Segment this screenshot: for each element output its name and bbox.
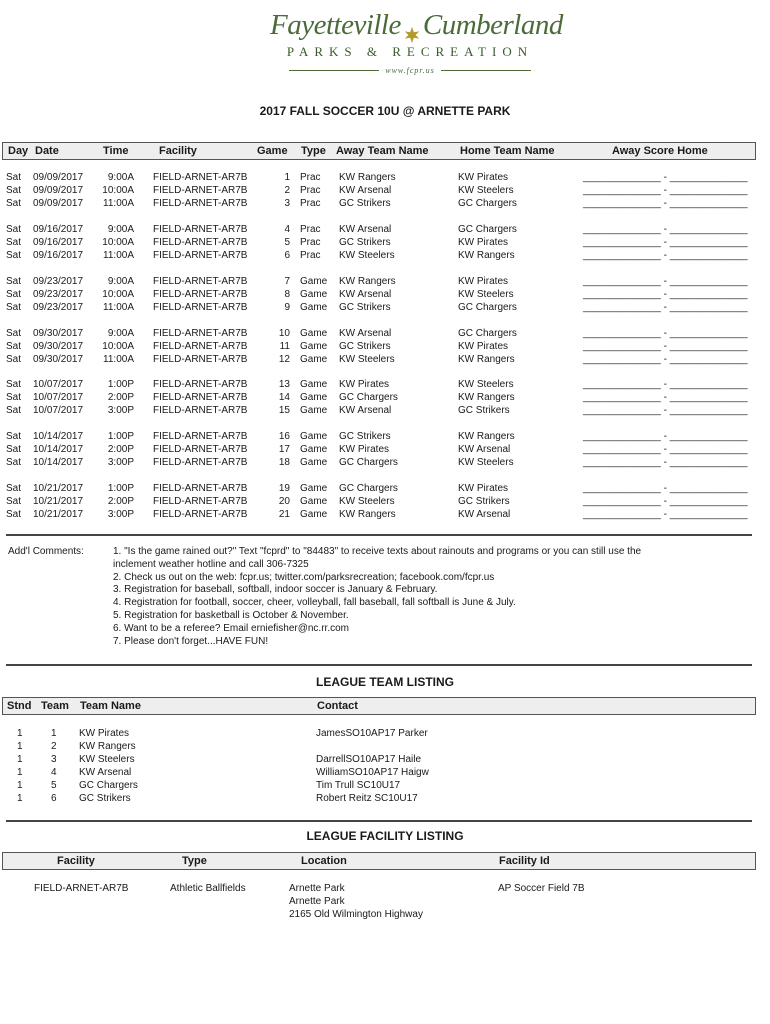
cell-facility: FIELD-ARNET-AR7B [153, 197, 248, 209]
cell-game: 18 [278, 456, 290, 468]
col-time: Time [103, 145, 129, 157]
cell-date: 09/09/2017 [33, 184, 84, 196]
comment-line: inclement weather hotline and call 306-7325 [113, 558, 309, 570]
cell-type: Prac [300, 224, 321, 235]
cell-game: 15 [278, 404, 290, 416]
cell-score-blank: ______________ - ______________ [583, 276, 748, 287]
cell-day: Sat [6, 224, 22, 235]
col-team: Team [41, 700, 69, 712]
cell-facility: FIELD-ARNET-AR7B [153, 353, 248, 365]
comment-line: 2. Check us out on the web: fcpr.us; twitter.com/parksrecreation; facebook.com/fcpr.us [113, 571, 495, 583]
cell-home-team: KW Pirates [458, 340, 509, 352]
schedule-row [0, 250, 770, 263]
cell-game: 14 [278, 391, 290, 403]
schedule-row [0, 509, 770, 522]
col-facility-type: Type [182, 855, 207, 867]
schedule-row [0, 457, 770, 470]
cell-home-team: KW Pirates [458, 483, 509, 494]
cell-date: 09/23/2017 [33, 301, 84, 313]
cell-score-blank: ______________ - ______________ [583, 224, 748, 235]
cell-type: Game [300, 456, 328, 468]
comment-line: 4. Registration for football, soccer, cheer, volleyball, fall baseball, fall softball is June & July. [113, 597, 516, 609]
comment-line: 1. "Is the game rained out?" Text "fcprd" to "84483" to receive texts about rainouts and programs or you can still use the [113, 546, 642, 557]
cell-away-team: GC Strikers [339, 197, 391, 209]
cell-date: 09/30/2017 [33, 340, 84, 352]
cell-day: Sat [6, 456, 22, 468]
schedule-row [0, 302, 770, 315]
comments-label: Add'l Comments: [8, 546, 84, 557]
cell-game: 3 [284, 197, 290, 209]
cell-day: Sat [6, 184, 22, 196]
cell-facility: FIELD-ARNET-AR7B [153, 431, 248, 442]
cell-score-blank: ______________ - ______________ [583, 197, 748, 209]
cell-time: 10:00A [102, 288, 134, 300]
team-row [0, 767, 770, 780]
cell-date: 10/14/2017 [33, 443, 84, 455]
cell-game: 13 [278, 379, 290, 390]
schedule-row [0, 328, 770, 341]
schedule-row [0, 354, 770, 367]
comment-line: 7. Please don't forget...HAVE FUN! [113, 635, 269, 647]
cell-away-team: GC Strikers [339, 301, 391, 313]
cell-score-blank: ______________ - ______________ [583, 249, 748, 261]
logo-url-line [270, 66, 550, 75]
comment-line: 6. Want to be a referee? Email erniefisher@nc.rr.com [113, 622, 349, 634]
cell-home-team: KW Arsenal [458, 508, 511, 520]
cell-away-team: GC Strikers [339, 236, 391, 248]
cell-time: 9:00A [107, 328, 134, 339]
cell-type: Game [300, 391, 328, 403]
cell-facility: FIELD-ARNET-AR7B [153, 379, 248, 390]
cell-score-blank: ______________ - ______________ [583, 443, 748, 455]
col-location: Location [301, 855, 347, 867]
cell-time: 9:00A [107, 224, 134, 235]
cell-time: 10:00A [102, 236, 134, 248]
cell-day: Sat [6, 379, 22, 390]
cell-away-team: KW Rangers [339, 172, 396, 183]
cell-type: Game [300, 443, 328, 455]
cell-team-name: GC Strikers [79, 793, 131, 804]
col-away: Away Team Name [336, 145, 429, 157]
team-row [0, 780, 770, 793]
cell-facility: FIELD-ARNET-AR7B [153, 508, 248, 520]
cell-game: 21 [278, 508, 290, 520]
cell-score-blank: ______________ - ______________ [583, 404, 748, 416]
cell-time: 1:00P [107, 483, 134, 494]
cell-facility: FIELD-ARNET-AR7B [153, 184, 248, 196]
cell-date: 10/14/2017 [33, 431, 84, 442]
cell-date: 09/23/2017 [33, 276, 84, 287]
cell-team-name: KW Rangers [79, 741, 136, 752]
facility-listing-title: LEAGUE FACILITY LISTING [306, 829, 464, 843]
cell-type: Game [300, 431, 328, 442]
schedule-row [0, 224, 770, 237]
cell-contact: Tim Trull SC10U17 [316, 780, 401, 791]
team-listing-header [2, 697, 756, 715]
logo-name-right: Cumberland [422, 9, 563, 41]
cell-home-team: KW Rangers [458, 431, 515, 442]
divider [6, 820, 752, 822]
cell-contact: JamesSO10AP17 Parker [316, 728, 428, 739]
cell-day: Sat [6, 276, 22, 287]
cell-facility-type: Athletic Ballfields [170, 883, 246, 894]
cell-day: Sat [6, 443, 22, 455]
schedule-row [0, 341, 770, 354]
cell-score-blank: ______________ - ______________ [583, 340, 748, 352]
cell-home-team: KW Rangers [458, 249, 515, 261]
col-score: Away Score Home [612, 145, 708, 157]
cell-away-team: KW Arsenal [339, 224, 392, 235]
schedule-row [0, 496, 770, 509]
cell-day: Sat [6, 495, 22, 507]
divider [6, 664, 752, 666]
cell-team: 4 [51, 767, 57, 778]
cell-facility: FIELD-ARNET-AR7B [153, 288, 248, 300]
cell-team-name: GC Chargers [79, 780, 138, 791]
cell-score-blank: ______________ - ______________ [583, 483, 748, 494]
cell-time: 10:00A [102, 340, 134, 352]
cell-facility: FIELD-ARNET-AR7B [153, 495, 248, 507]
cell-date: 10/21/2017 [33, 483, 84, 494]
col-team-name: Team Name [80, 700, 141, 712]
cell-date: 09/09/2017 [33, 197, 84, 209]
schedule-row [0, 379, 770, 392]
cell-date: 09/30/2017 [33, 353, 84, 365]
cell-date: 10/07/2017 [33, 391, 84, 403]
comment-line: 5. Registration for basketball is October & November. [113, 609, 349, 621]
cell-facility: FIELD-ARNET-AR7B [153, 172, 248, 183]
cell-away-team: GC Chargers [339, 391, 398, 403]
cell-away-team: KW Arsenal [339, 184, 392, 196]
cell-day: Sat [6, 340, 22, 352]
cell-time: 2:00P [107, 495, 134, 507]
cell-game: 7 [284, 276, 290, 287]
cell-type: Prac [300, 172, 321, 183]
cell-score-blank: ______________ - ______________ [583, 172, 748, 183]
cell-day: Sat [6, 508, 22, 520]
cell-game: 16 [278, 431, 290, 442]
cell-away-team: KW Pirates [339, 443, 390, 455]
cell-type: Prac [300, 184, 321, 196]
col-date: Date [35, 145, 59, 157]
cell-date: 09/16/2017 [33, 249, 84, 261]
cell-facility: FIELD-ARNET-AR7B [153, 443, 248, 455]
team-row [0, 741, 770, 754]
cell-location-line: 2165 Old Wilmington Highway [289, 909, 423, 920]
cell-game: 2 [284, 184, 290, 196]
cell-type: Prac [300, 249, 321, 261]
cell-home-team: KW Pirates [458, 236, 509, 248]
cell-team-name: KW Steelers [79, 754, 135, 765]
cell-score-blank: ______________ - ______________ [583, 328, 748, 339]
cell-time: 9:00A [107, 276, 134, 287]
cell-type: Game [300, 353, 328, 365]
cell-away-team: KW Pirates [339, 379, 390, 390]
cell-stnd: 1 [17, 741, 23, 752]
cell-away-team: KW Steelers [339, 495, 395, 507]
cell-home-team: KW Rangers [458, 391, 515, 403]
cell-facility: FIELD-ARNET-AR7B [153, 236, 248, 248]
cell-score-blank: ______________ - ______________ [583, 288, 748, 300]
col-stnd: Stnd [7, 700, 32, 712]
cell-time: 1:00P [107, 431, 134, 442]
cell-team: 6 [51, 793, 57, 804]
cell-home-team: KW Steelers [458, 379, 514, 390]
cell-home-team: KW Steelers [458, 288, 514, 300]
cell-date: 10/07/2017 [33, 379, 84, 390]
divider [6, 534, 752, 536]
cell-game: 8 [284, 288, 290, 300]
cell-home-team: KW Arsenal [458, 443, 511, 455]
col-facility-name: Facility [57, 855, 95, 867]
cell-game: 20 [278, 495, 290, 507]
team-listing-title: LEAGUE TEAM LISTING [316, 675, 454, 689]
team-row [0, 728, 770, 741]
facility-row [0, 883, 770, 923]
cell-day: Sat [6, 249, 22, 261]
cell-score-blank: ______________ - ______________ [583, 236, 748, 248]
cell-date: 09/16/2017 [33, 224, 84, 235]
logo-url: www.fcpr.us [385, 66, 435, 75]
cell-type: Game [300, 404, 328, 416]
col-type: Type [301, 145, 326, 157]
cell-facility: FIELD-ARNET-AR7B [153, 483, 248, 494]
cell-game: 12 [278, 353, 290, 365]
cell-time: 3:00P [107, 404, 134, 416]
schedule-row [0, 172, 770, 185]
cell-score-blank: ______________ - ______________ [583, 184, 748, 196]
cell-game: 9 [284, 301, 290, 313]
comment-line: 3. Registration for baseball, softball, indoor soccer is January & February. [113, 584, 438, 596]
page-title: 2017 FALL SOCCER 10U @ ARNETTE PARK [259, 104, 511, 118]
cell-team: 5 [51, 780, 57, 791]
cell-facility: FIELD-ARNET-AR7B [153, 328, 248, 339]
cell-contact: DarrellSO10AP17 Haile [316, 754, 422, 765]
cell-game: 5 [284, 236, 290, 248]
cell-score-blank: ______________ - ______________ [583, 353, 748, 365]
cell-facility: FIELD-ARNET-AR7B [153, 404, 248, 416]
cell-day: Sat [6, 483, 22, 494]
cell-home-team: GC Chargers [458, 301, 517, 313]
cell-type: Game [300, 340, 328, 352]
cell-away-team: KW Arsenal [339, 404, 392, 416]
cell-location-line: Arnette Park [289, 896, 345, 907]
cell-away-team: KW Rangers [339, 276, 396, 287]
cell-facility: FIELD-ARNET-AR7B [153, 340, 248, 352]
cell-team-name: KW Pirates [79, 728, 130, 739]
cell-date: 09/23/2017 [33, 288, 84, 300]
cell-home-team: GC Strikers [458, 404, 510, 416]
cell-time: 11:00A [103, 249, 134, 261]
cell-type: Game [300, 495, 328, 507]
cell-home-team: GC Chargers [458, 328, 517, 339]
cell-type: Game [300, 508, 328, 520]
cell-date: 09/16/2017 [33, 236, 84, 248]
cell-time: 3:00P [107, 508, 134, 520]
cell-away-team: GC Strikers [339, 340, 391, 352]
cell-score-blank: ______________ - ______________ [583, 431, 748, 442]
cell-facility: FIELD-ARNET-AR7B [153, 456, 248, 468]
cell-day: Sat [6, 328, 22, 339]
cell-type: Game [300, 483, 328, 494]
schedule-row [0, 392, 770, 405]
cell-facility: FIELD-ARNET-AR7B [153, 301, 248, 313]
col-day: Day [8, 145, 29, 157]
cell-day: Sat [6, 172, 22, 183]
cell-team: 2 [51, 741, 57, 752]
cell-time: 2:00P [107, 443, 134, 455]
cell-type: Prac [300, 197, 321, 209]
cell-away-team: GC Chargers [339, 456, 398, 468]
logo [270, 8, 563, 83]
cell-facility-id: AP Soccer Field 7B [498, 883, 585, 894]
cell-away-team: GC Strikers [339, 431, 391, 442]
cell-game: 6 [284, 249, 290, 261]
cell-away-team: KW Arsenal [339, 328, 392, 339]
cell-contact: WilliamSO10AP17 Haigw [316, 767, 429, 778]
cell-away-team: KW Rangers [339, 508, 396, 520]
cell-date: 09/09/2017 [33, 172, 84, 183]
cell-day: Sat [6, 431, 22, 442]
cell-time: 3:00P [107, 456, 134, 468]
cell-time: 11:00A [103, 301, 134, 313]
cell-date: 10/21/2017 [33, 495, 84, 507]
cell-score-blank: ______________ - ______________ [583, 456, 748, 468]
cell-type: Game [300, 379, 328, 390]
col-facility: Facility [159, 145, 197, 157]
col-game: Game [257, 145, 288, 157]
cell-date: 10/21/2017 [33, 508, 84, 520]
cell-score-blank: ______________ - ______________ [583, 495, 748, 507]
cell-contact: Robert Reitz SC10U17 [316, 793, 418, 804]
cell-home-team: GC Strikers [458, 495, 510, 507]
cell-away-team: KW Steelers [339, 249, 395, 261]
cell-day: Sat [6, 391, 22, 403]
schedule-row [0, 431, 770, 444]
cell-stnd: 1 [17, 793, 23, 804]
logo-name-left: Fayetteville [270, 9, 401, 41]
schedule-row [0, 483, 770, 496]
cell-home-team: GC Chargers [458, 197, 517, 209]
cell-facility-name: FIELD-ARNET-AR7B [34, 883, 129, 894]
cell-time: 11:00A [103, 353, 134, 365]
logo-subtitle: PARKS & RECREATION [286, 44, 534, 59]
cell-team: 3 [51, 754, 57, 765]
comments-list [113, 546, 673, 648]
schedule-row [0, 289, 770, 302]
cell-game: 19 [278, 483, 290, 494]
cell-location-line: Arnette Park [289, 883, 345, 894]
cell-day: Sat [6, 404, 22, 416]
cell-time: 9:00A [107, 172, 134, 183]
cell-stnd: 1 [17, 780, 23, 791]
cell-type: Game [300, 301, 328, 313]
cell-time: 2:00P [107, 391, 134, 403]
cell-game: 4 [284, 224, 290, 235]
col-facility-id: Facility Id [499, 855, 550, 867]
cell-game: 17 [278, 443, 290, 455]
cell-home-team: KW Rangers [458, 353, 515, 365]
cell-game: 1 [284, 172, 290, 183]
cell-time: 11:00A [103, 197, 134, 209]
cell-score-blank: ______________ - ______________ [583, 379, 748, 390]
cell-facility: FIELD-ARNET-AR7B [153, 276, 248, 287]
cell-type: Prac [300, 236, 321, 248]
cell-team-name: KW Arsenal [79, 767, 132, 778]
cell-away-team: GC Chargers [339, 483, 398, 494]
leaf-icon [403, 18, 421, 36]
cell-away-team: KW Arsenal [339, 288, 392, 300]
col-home: Home Team Name [460, 145, 555, 157]
team-row [0, 754, 770, 767]
cell-home-team: KW Steelers [458, 456, 514, 468]
cell-score-blank: ______________ - ______________ [583, 508, 748, 520]
cell-stnd: 1 [17, 728, 23, 739]
cell-facility: FIELD-ARNET-AR7B [153, 391, 248, 403]
cell-home-team: GC Chargers [458, 224, 517, 235]
cell-date: 09/30/2017 [33, 328, 84, 339]
cell-type: Game [300, 328, 328, 339]
schedule-row [0, 237, 770, 250]
cell-facility: FIELD-ARNET-AR7B [153, 249, 248, 261]
cell-home-team: KW Pirates [458, 172, 509, 183]
schedule-header [2, 142, 756, 160]
cell-date: 10/14/2017 [33, 456, 84, 468]
cell-day: Sat [6, 353, 22, 365]
facility-listing-header [2, 852, 756, 870]
col-contact: Contact [317, 700, 358, 712]
cell-day: Sat [6, 301, 22, 313]
schedule-row [0, 198, 770, 211]
cell-type: Game [300, 276, 328, 287]
cell-day: Sat [6, 197, 22, 209]
cell-type: Game [300, 288, 328, 300]
schedule-row [0, 405, 770, 418]
schedule-row [0, 444, 770, 457]
cell-facility: FIELD-ARNET-AR7B [153, 224, 248, 235]
cell-time: 10:00A [102, 184, 134, 196]
cell-home-team: KW Steelers [458, 184, 514, 196]
cell-day: Sat [6, 288, 22, 300]
cell-team: 1 [51, 728, 57, 739]
cell-stnd: 1 [17, 754, 23, 765]
schedule-row [0, 185, 770, 198]
team-row [0, 793, 770, 806]
cell-score-blank: ______________ - ______________ [583, 391, 748, 403]
cell-game: 11 [279, 340, 290, 352]
cell-away-team: KW Steelers [339, 353, 395, 365]
cell-date: 10/07/2017 [33, 404, 84, 416]
cell-game: 10 [278, 328, 290, 339]
logo-wordmark [270, 8, 563, 42]
schedule-row [0, 276, 770, 289]
cell-stnd: 1 [17, 767, 23, 778]
cell-score-blank: ______________ - ______________ [583, 301, 748, 313]
cell-day: Sat [6, 236, 22, 248]
cell-time: 1:00P [107, 379, 134, 390]
cell-home-team: KW Pirates [458, 276, 509, 287]
